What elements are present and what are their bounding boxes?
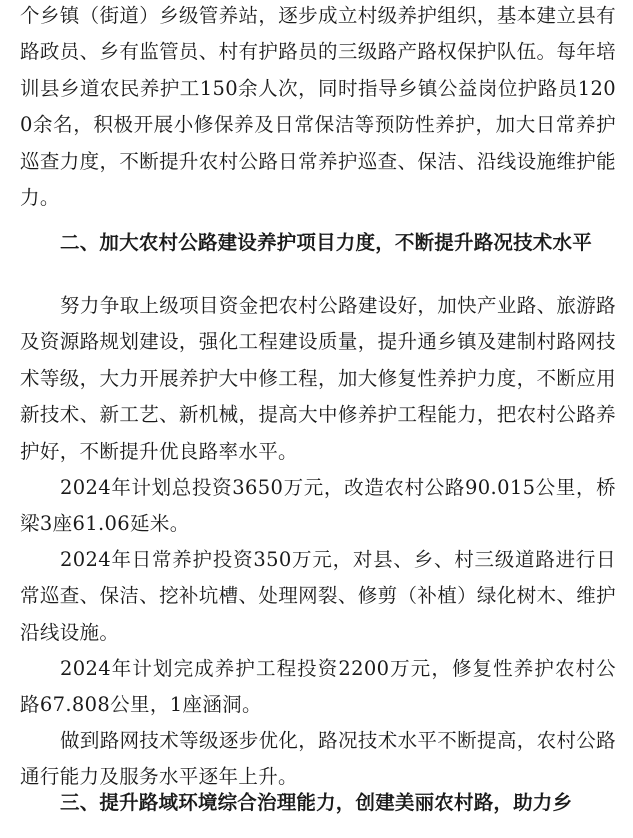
paragraph-maintenance-engineering: 2024年计划完成养护工程投资2200万元，修复性养护农村公路67.808公里，1座涵洞。: [20, 657, 616, 717]
paragraph-construction-projects: 努力争取上级项目资金把农村公路建设好，加快产业路、旅游路及资源路规划建设，强化工程建设质量，提升通乡镇及建制村路网技术等级，大力开展养护大中修工程，加大修复性养护力度，不断应用新技术、新工艺、新机械，提高大中修养护工程能力，把农村公路养护好，不断提升优良路率水平。: [20, 294, 616, 463]
paragraph-total-investment: 2024年计划总投资3650万元，改造农村公路90.015公里，桥梁3座61.06延米。: [20, 476, 616, 536]
section-heading-2: 二、加大农村公路建设养护项目力度，不断提升路况技术水平: [60, 231, 592, 254]
paragraph-daily-maintenance: 2024年日常养护投资350万元，对县、乡、村三级道路进行日常巡查、保洁、挖补坑槽、处理网裂、修剪（补植）绿化树木、维护沿线设施。: [20, 548, 616, 644]
paragraph-maintenance-organization: 个乡镇（街道）乡级管养站，逐步成立村级养护组织，基本建立县有路政员、乡有监管员、村有护路员的三级路产路权保护队伍。每年培训县乡道农民养护工150余人次，同时指导乡镇公益岗位护路员1200余名，积极开展小修保养及日常保洁等预防性养护，加大日常养护巡查力度，不断提升农村公路日常养护巡查、保洁、沿线设施维护能力。: [20, 4, 616, 210]
paragraph-network-optimization: 做到路网技术等级逐步优化，路况技术水平不断提高，农村公路通行能力及服务水平逐年上升。: [20, 729, 616, 789]
section-heading-3: 三、提升路域环境综合治理能力，创建美丽农村路，助力乡: [60, 791, 573, 814]
